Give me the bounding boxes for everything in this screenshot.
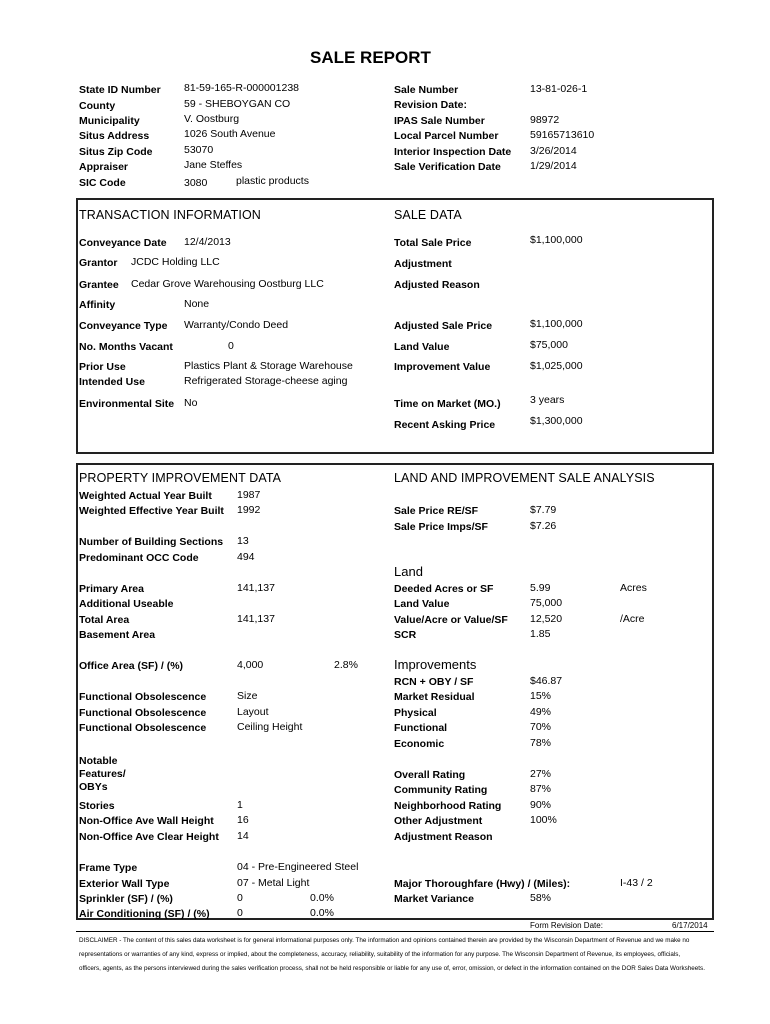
value-acre-label: Value/Acre or Value/SF bbox=[394, 614, 508, 626]
func-obs-1-value: Size bbox=[237, 690, 258, 702]
exterior-wall-value: 07 - Metal Light bbox=[237, 877, 310, 889]
adjusted-sale-price-label: Adjusted Sale Price bbox=[394, 320, 493, 332]
recent-asking-value: $1,300,000 bbox=[530, 415, 583, 427]
sic-code-value: 3080 bbox=[184, 177, 208, 189]
func-obs-2-value: Layout bbox=[237, 706, 269, 718]
actual-year-value: 1987 bbox=[237, 489, 261, 501]
municipality-label: Municipality bbox=[79, 115, 140, 127]
time-on-market-label: Time on Market (MO.) bbox=[394, 398, 501, 410]
thoroughfare-label: Major Thoroughfare (Hwy) / (Miles): bbox=[394, 878, 571, 890]
neighborhood-rating-label: Neighborhood Rating bbox=[394, 800, 502, 812]
sale-number-value: 13-81-026-1 bbox=[530, 83, 588, 95]
intended-use-label: Intended Use bbox=[79, 376, 145, 388]
improvement-value-label: Improvement Value bbox=[394, 361, 491, 373]
local-parcel-value: 59165713610 bbox=[530, 129, 595, 141]
recent-asking-label: Recent Asking Price bbox=[394, 419, 496, 431]
conveyance-type-label: Conveyance Type bbox=[79, 320, 168, 332]
disclaimer-line-3: officers, agents, as the persons interviewed during the sales verification process, shall not be held responsible or liable for any use of, error, omission, or defect in the information contained on the DOR Sales Data Worksheets. bbox=[79, 965, 705, 972]
disclaimer-line-2: representations or warranties of any kind, express or implied, about the completeness, accuracy, reliability, suitability of the information for any purpose. The Wisconsin Department of Revenue, its employees, officials, bbox=[79, 951, 681, 958]
economic-value: 78% bbox=[530, 737, 552, 749]
county-label: County bbox=[79, 100, 116, 112]
air-conditioning-label: Air Conditioning (SF) / (%) bbox=[79, 908, 210, 920]
improvements-heading: Improvements bbox=[394, 657, 477, 672]
adjustment-reason-label: Adjustment Reason bbox=[394, 831, 493, 843]
basement-area-label: Basement Area bbox=[79, 629, 156, 641]
notable-label-2: Features/ bbox=[79, 768, 126, 780]
building-sections-label: Number of Building Sections bbox=[79, 536, 224, 548]
adjustment-label: Adjustment bbox=[394, 258, 452, 270]
office-area-pct: 2.8% bbox=[334, 659, 358, 671]
market-residual-value: 15% bbox=[530, 690, 552, 702]
effective-year-label: Weighted Effective Year Built bbox=[79, 505, 224, 517]
community-rating-label: Community Rating bbox=[394, 784, 488, 796]
market-variance-value: 58% bbox=[530, 892, 552, 904]
notable-label-3: OBYs bbox=[79, 781, 108, 793]
func-obs-3-value: Ceiling Height bbox=[237, 721, 303, 733]
additional-useable-label: Additional Useable bbox=[79, 598, 174, 610]
clear-height-label: Non-Office Ave Clear Height bbox=[79, 831, 219, 843]
form-revision-value: 6/17/2014 bbox=[672, 921, 708, 930]
sprinkler-pct: 0.0% bbox=[310, 892, 334, 904]
months-vacant-label: No. Months Vacant bbox=[79, 341, 173, 353]
page-title: SALE REPORT bbox=[310, 48, 431, 67]
total-area-value: 141,137 bbox=[237, 613, 275, 625]
situs-address-value: 1026 South Avenue bbox=[184, 128, 276, 140]
land-heading: Land bbox=[394, 564, 423, 579]
price-imps-sf-label: Sale Price Imps/SF bbox=[394, 521, 488, 533]
thoroughfare-value: I-43 / 2 bbox=[620, 877, 653, 889]
analysis-land-value-label: Land Value bbox=[394, 598, 450, 610]
actual-year-label: Weighted Actual Year Built bbox=[79, 490, 212, 502]
frame-type-value: 04 - Pre-Engineered Steel bbox=[237, 861, 359, 873]
air-conditioning-pct: 0.0% bbox=[310, 907, 334, 919]
sale-land-value-label: Land Value bbox=[394, 341, 450, 353]
notable-label-1: Notable bbox=[79, 755, 118, 767]
neighborhood-rating-value: 90% bbox=[530, 799, 552, 811]
conveyance-date-value: 12/4/2013 bbox=[184, 236, 231, 248]
rcn-value: $46.87 bbox=[530, 675, 563, 687]
prior-use-value: Plastics Plant & Storage Warehouse bbox=[184, 360, 353, 372]
sale-verification-value: 1/29/2014 bbox=[530, 160, 577, 172]
footer-divider bbox=[76, 931, 714, 932]
market-variance-label: Market Variance bbox=[394, 893, 474, 905]
exterior-wall-label: Exterior Wall Type bbox=[79, 878, 170, 890]
grantor-label: Grantor bbox=[79, 257, 118, 269]
municipality-value: V. Oostburg bbox=[184, 113, 240, 125]
sale-number-label: Sale Number bbox=[394, 84, 459, 96]
office-area-label: Office Area (SF) / (%) bbox=[79, 660, 184, 672]
adjusted-sale-price-value: $1,100,000 bbox=[530, 318, 583, 330]
overall-rating-value: 27% bbox=[530, 768, 552, 780]
situs-zip-value: 53070 bbox=[184, 144, 214, 156]
appraiser-value: Jane Steffes bbox=[184, 159, 243, 171]
value-acre-unit: /Acre bbox=[620, 613, 645, 625]
scr-label: SCR bbox=[394, 629, 417, 641]
sic-code-label: SIC Code bbox=[79, 177, 126, 189]
price-re-sf-label: Sale Price RE/SF bbox=[394, 505, 479, 517]
affinity-label: Affinity bbox=[79, 299, 116, 311]
conveyance-date-label: Conveyance Date bbox=[79, 237, 167, 249]
state-id-value: 81-59-165-R-000001238 bbox=[184, 82, 300, 94]
community-rating-value: 87% bbox=[530, 783, 552, 795]
local-parcel-label: Local Parcel Number bbox=[394, 130, 499, 142]
revision-date-label: Revision Date: bbox=[394, 99, 467, 111]
deeded-acres-value: 5.99 bbox=[530, 582, 551, 594]
physical-label: Physical bbox=[394, 707, 437, 719]
overall-rating-label: Overall Rating bbox=[394, 769, 466, 781]
conveyance-type-value: Warranty/Condo Deed bbox=[184, 319, 289, 331]
primary-area-label: Primary Area bbox=[79, 583, 144, 595]
ipas-sale-number-value: 98972 bbox=[530, 114, 560, 126]
building-sections-value: 13 bbox=[237, 535, 249, 547]
grantee-label: Grantee bbox=[79, 279, 119, 291]
rcn-label: RCN + OBY / SF bbox=[394, 676, 474, 688]
occ-code-value: 494 bbox=[237, 551, 255, 563]
price-imps-sf-value: $7.26 bbox=[530, 520, 557, 532]
environmental-value: No bbox=[184, 397, 198, 409]
disclaimer-line-1: DISCLAIMER - The content of this sales data worksheet is for general informational purposes only. The information and opinions contained therein are provided by the Wisconsin Department of Revenue and we make no bbox=[79, 937, 690, 944]
situs-zip-label: Situs Zip Code bbox=[79, 146, 153, 158]
price-re-sf-value: $7.79 bbox=[530, 504, 557, 516]
stories-label: Stories bbox=[79, 800, 115, 812]
occ-code-label: Predominant OCC Code bbox=[79, 552, 199, 564]
effective-year-value: 1992 bbox=[237, 504, 261, 516]
transaction-title: TRANSACTION INFORMATION bbox=[79, 208, 261, 222]
primary-area-value: 141,137 bbox=[237, 582, 275, 594]
office-area-value: 4,000 bbox=[237, 659, 264, 671]
scr-value: 1.85 bbox=[530, 628, 551, 640]
interior-inspection-label: Interior Inspection Date bbox=[394, 146, 512, 158]
wall-height-label: Non-Office Ave Wall Height bbox=[79, 815, 214, 827]
sale-verification-label: Sale Verification Date bbox=[394, 161, 501, 173]
county-value: 59 - SHEBOYGAN CO bbox=[184, 98, 291, 110]
grantee-value: Cedar Grove Warehousing Oostburg LLC bbox=[131, 278, 324, 290]
stories-value: 1 bbox=[237, 799, 243, 811]
deeded-acres-unit: Acres bbox=[620, 582, 647, 594]
func-obs-2-label: Functional Obsolescence bbox=[79, 707, 207, 719]
physical-value: 49% bbox=[530, 706, 552, 718]
other-adjustment-value: 100% bbox=[530, 814, 557, 826]
improvement-value-value: $1,025,000 bbox=[530, 360, 583, 372]
other-adjustment-label: Other Adjustment bbox=[394, 815, 483, 827]
func-obs-1-label: Functional Obsolescence bbox=[79, 691, 207, 703]
environmental-label: Environmental Site bbox=[79, 398, 175, 410]
market-residual-label: Market Residual bbox=[394, 691, 475, 703]
prior-use-label: Prior Use bbox=[79, 361, 126, 373]
total-sale-price-label: Total Sale Price bbox=[394, 237, 472, 249]
functional-value: 70% bbox=[530, 721, 552, 733]
economic-label: Economic bbox=[394, 738, 445, 750]
form-revision-label: Form Revision Date: bbox=[530, 921, 603, 930]
total-area-label: Total Area bbox=[79, 614, 130, 626]
total-sale-price-value: $1,100,000 bbox=[530, 234, 583, 246]
months-vacant-value: 0 bbox=[228, 340, 234, 352]
state-id-label: State ID Number bbox=[79, 84, 161, 96]
grantor-value: JCDC Holding LLC bbox=[131, 256, 220, 268]
wall-height-value: 16 bbox=[237, 814, 249, 826]
analysis-land-value-value: 75,000 bbox=[530, 597, 563, 609]
affinity-value: None bbox=[184, 298, 210, 310]
ipas-sale-number-label: IPAS Sale Number bbox=[394, 115, 485, 127]
functional-label: Functional bbox=[394, 722, 448, 734]
sprinkler-value: 0 bbox=[237, 892, 243, 904]
sic-code-desc: plastic products bbox=[236, 175, 309, 187]
frame-type-label: Frame Type bbox=[79, 862, 138, 874]
sale-data-title: SALE DATA bbox=[394, 208, 462, 222]
appraiser-label: Appraiser bbox=[79, 161, 129, 173]
sale-land-value-value: $75,000 bbox=[530, 339, 568, 351]
interior-inspection-value: 3/26/2014 bbox=[530, 145, 577, 157]
value-acre-value: 12,520 bbox=[530, 613, 563, 625]
situs-address-label: Situs Address bbox=[79, 130, 150, 142]
func-obs-3-label: Functional Obsolescence bbox=[79, 722, 207, 734]
intended-use-value: Refrigerated Storage-cheese aging bbox=[184, 375, 348, 387]
air-conditioning-value: 0 bbox=[237, 907, 243, 919]
adjusted-reason-label: Adjusted Reason bbox=[394, 279, 480, 291]
deeded-acres-label: Deeded Acres or SF bbox=[394, 583, 494, 595]
clear-height-value: 14 bbox=[237, 830, 249, 842]
time-on-market-value: 3 years bbox=[530, 394, 565, 406]
sprinkler-label: Sprinkler (SF) / (%) bbox=[79, 893, 173, 905]
property-title: PROPERTY IMPROVEMENT DATA bbox=[79, 471, 282, 485]
analysis-title: LAND AND IMPROVEMENT SALE ANALYSIS bbox=[394, 471, 655, 485]
